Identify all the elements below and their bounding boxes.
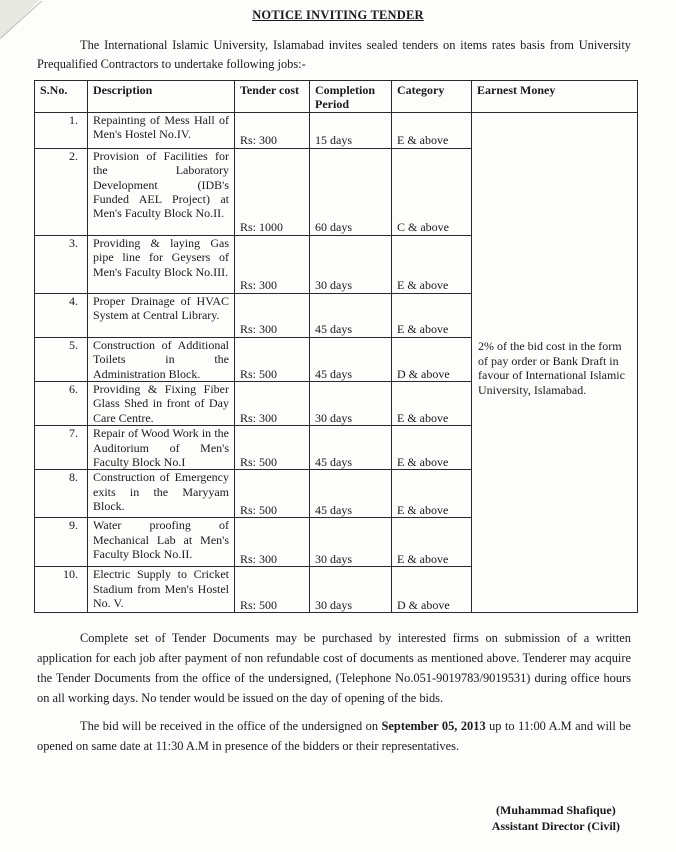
row-description: Water proofing of Mechanical Lab at Men's Faculty Block No.II. (88, 518, 235, 567)
row-period: 45 days (310, 337, 392, 381)
header-tender-cost: Tender cost (235, 81, 310, 113)
row-sno: 2. (35, 148, 88, 235)
row-category: E & above (392, 518, 472, 567)
bid-text-start: The bid will be received in the office of the undersigned on (80, 719, 382, 733)
row-cost: Rs: 500 (235, 470, 310, 518)
row-category: E & above (392, 382, 472, 426)
row-sno: 10. (35, 567, 88, 613)
row-cost: Rs: 300 (235, 235, 310, 293)
signatory-designation: Assistant Director (Civil) (491, 819, 620, 833)
header-description: Description (88, 81, 235, 113)
table-row (35, 112, 638, 148)
row-period: 45 days (310, 470, 392, 518)
header-sno: S.No. (35, 81, 88, 113)
row-category: E & above (392, 470, 472, 518)
row-description: Electric Supply to Cricket Stadium from Men's Hostel No. V. (88, 567, 235, 613)
header-completion-period: Completion Period (310, 81, 392, 113)
documents-paragraph: Complete set of Tender Documents may be purchased by interested firms on submission of a written application for each job after payment of non refundable cost of documents as mentioned above. Tenderer may acquire the Tender Documents from the office of the undersigned, (Telephone No.051-9019783/9019531) during office hours on all working days. No tender would be issued on the day of opening of the bids. (37, 631, 631, 705)
row-category: D & above (392, 567, 472, 613)
row-sno: 9. (35, 518, 88, 567)
row-cost: Rs: 500 (235, 337, 310, 381)
row-cost: Rs: 300 (235, 112, 310, 148)
row-sno: 4. (35, 293, 88, 337)
earnest-money-cell: 2% of the bid cost in the form of pay order or Bank Draft in favour of International Islamic University, Islamabad. (472, 112, 638, 613)
signatory-name: (Muhammad Shafique) (496, 803, 616, 817)
header-category: Category (392, 81, 472, 113)
row-description: Providing & Fixing Fiber Glass Shed in front of Day Care Centre. (88, 382, 235, 426)
row-category: E & above (392, 293, 472, 337)
row-description: Repair of Wood Work in the Auditorium of Men's Faculty Block No.I (88, 426, 235, 470)
row-category: D & above (392, 337, 472, 381)
row-sno: 1. (35, 112, 88, 148)
row-period: 30 days (310, 382, 392, 426)
table-header-row (35, 81, 638, 113)
row-description: Construction of Emergency exits in the Maryyam Block. (88, 470, 235, 518)
row-period: 30 days (310, 518, 392, 567)
row-sno: 7. (35, 426, 88, 470)
row-period: 15 days (310, 112, 392, 148)
bid-text-end: up to 11:00 A.M and will be opened on same date at 11:30 A.M in presence of the bidders or their representatives. (37, 719, 631, 753)
signature-block (492, 802, 620, 834)
row-category: E & above (392, 112, 472, 148)
row-period: 30 days (310, 567, 392, 613)
bid-opening-paragraph (37, 716, 631, 756)
notice-title: NOTICE INVITING TENDER (252, 8, 424, 22)
row-description: Provision of Facilities for the Laboratory Development (IDB's Funded AEL Project) at Men's Faculty Block No.II. (88, 148, 235, 235)
row-cost: Rs: 300 (235, 382, 310, 426)
row-cost: Rs: 500 (235, 426, 310, 470)
row-description: Proper Drainage of HVAC System at Central Library. (88, 293, 235, 337)
row-cost: Rs: 1000 (235, 148, 310, 235)
row-category: C & above (392, 148, 472, 235)
row-sno: 8. (35, 470, 88, 518)
row-category: E & above (392, 235, 472, 293)
row-sno: 3. (35, 235, 88, 293)
row-category: E & above (392, 426, 472, 470)
row-period: 60 days (310, 148, 392, 235)
header-earnest-money: Earnest Money (472, 81, 638, 113)
row-period: 30 days (310, 235, 392, 293)
row-description: Construction of Additional Toilets in the Administration Block. (88, 337, 235, 381)
row-period: 45 days (310, 426, 392, 470)
intro-paragraph: The International Islamic University, Islamabad invites sealed tenders on items rates basis from University Prequalified Contractors to undertake following jobs:- (37, 38, 631, 71)
row-sno: 5. (35, 337, 88, 381)
tender-table (34, 80, 638, 613)
row-period: 45 days (310, 293, 392, 337)
row-cost: Rs: 300 (235, 518, 310, 567)
row-description: Providing & laying Gas pipe line for Geysers of Men's Faculty Block No.III. (88, 235, 235, 293)
row-cost: Rs: 300 (235, 293, 310, 337)
bid-date: September 05, 2013 (381, 719, 486, 733)
row-description: Repainting of Mess Hall of Men's Hostel No.IV. (88, 112, 235, 148)
row-sno: 6. (35, 382, 88, 426)
row-cost: Rs: 500 (235, 567, 310, 613)
